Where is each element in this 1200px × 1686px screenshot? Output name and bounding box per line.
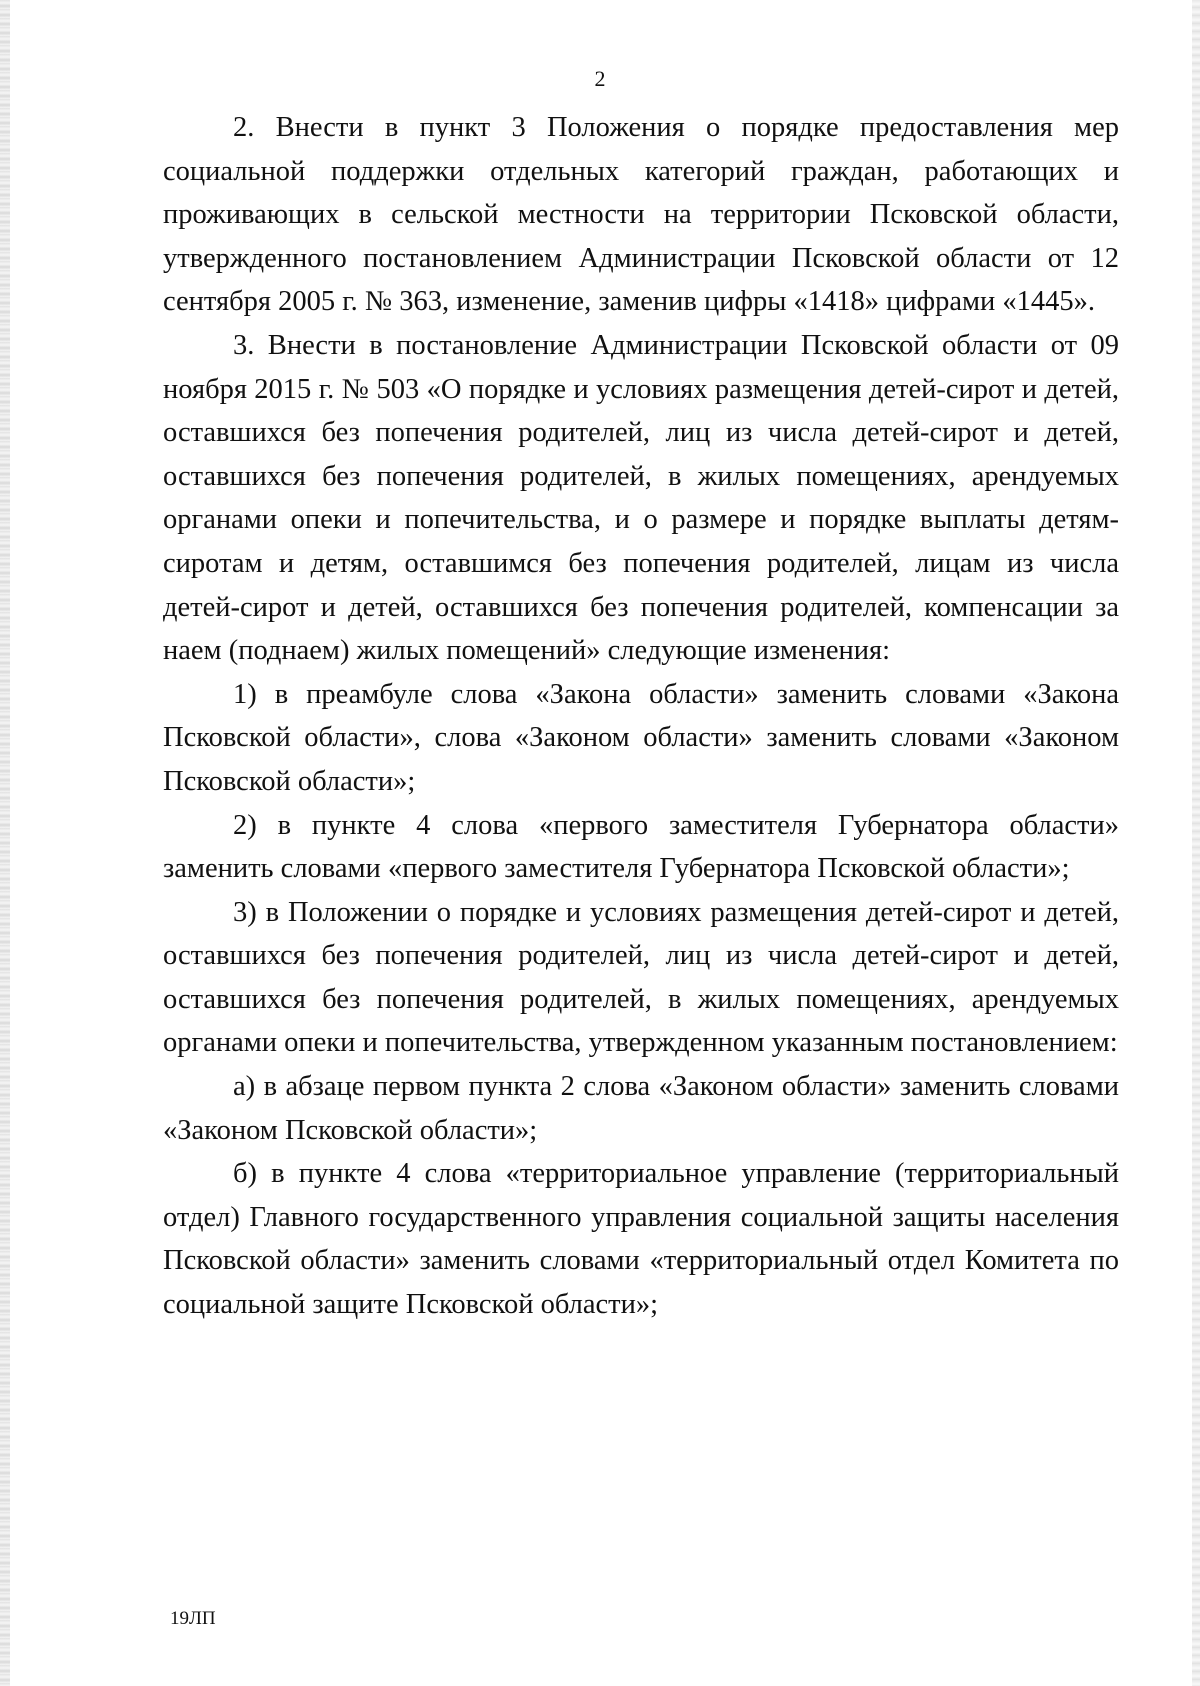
- subparagraph-1: 1) в преамбуле слова «Закона области» заменить словами «Закона Псковской области», слова «Законом области» заменить словами «Законом Псковской области»;: [163, 678, 1119, 797]
- subparagraph-2: 2) в пункте 4 слова «первого заместителя Губернатора области» заменить словами «первого заместителя Губернатора Псковской области»;: [163, 809, 1119, 885]
- document-body: [163, 106, 1119, 1327]
- paragraph-item-2: 2. Внести в пункт 3 Положения о порядке предоставления мер социальной поддержки отдельных категорий граждан, работающих и проживающих в сельской местности на территории Псковской области, утвержденного постановлением Администрации Псковской области от 12 сентября 2005 г. № 363, изменение, заменив цифры «1418» цифрами «1445».: [163, 112, 1119, 318]
- subparagraph-a: а) в абзаце первом пункта 2 слова «Законом области» заменить словами «Законом Псковской области»;: [163, 1071, 1119, 1146]
- footer-document-code: 19ЛП: [170, 1608, 216, 1629]
- scan-edge-right: [1192, 0, 1200, 1686]
- subparagraph-3: 3) в Положении о порядке и условиях размещения детей-сирот и детей, оставшихся без попечения родителей, лиц из числа детей-сирот и детей, оставшихся без попечения родителей, в жилых помещениях, арендуемых органами опеки и попечительства, утвержденном указанным постановлением:: [163, 896, 1119, 1059]
- page-number: 2: [594, 66, 606, 91]
- subparagraph-b: б) в пункте 4 слова «территориальное управление (территориальный отдел) Главного государственного управления социальной защиты населения Псковской области» заменить словами «территориальный отдел Комитета по социальной защите Псковской области»;: [163, 1158, 1119, 1321]
- scan-edge-left: [0, 0, 10, 1686]
- paragraph-item-3: 3. Внести в постановление Администрации Псковской области от 09 ноября 2015 г. № 503 «О порядке и условиях размещения детей-сирот и детей, оставшихся без попечения родителей, лиц из числа детей-сирот и детей, оставшихся без попечения родителей, в жилых помещениях, арендуемых органами опеки и попечительства, и о размере и порядке выплаты детям-сиротам и детям, оставшимся без попечения родителей, лицам из числа детей-сирот и детей, оставшихся без попечения родителей, компенсации за наем (поднаем) жилых помещений» следующие изменения:: [163, 329, 1119, 667]
